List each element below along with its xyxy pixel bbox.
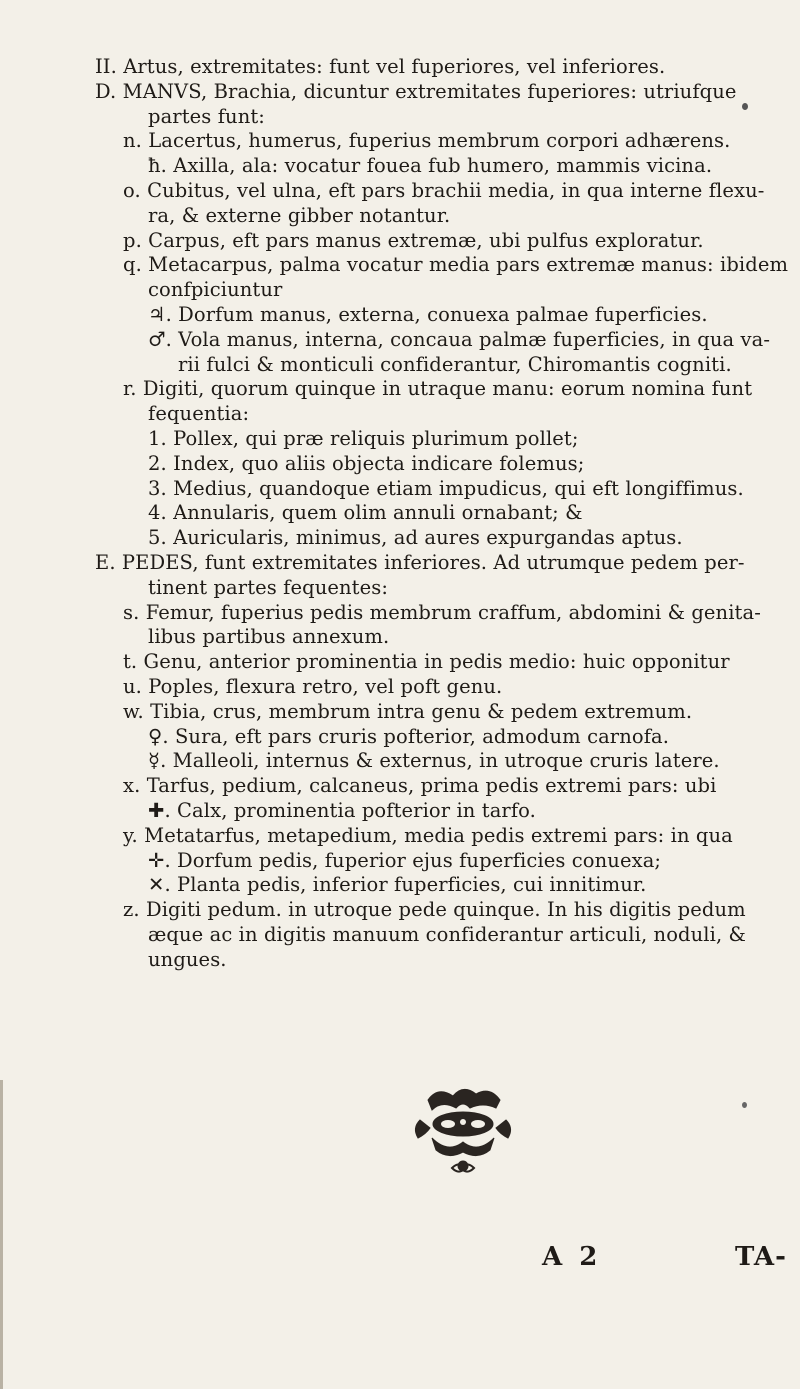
ink-speck xyxy=(742,1102,747,1108)
text-line: ✚. Calx, prominentia pofterior in tarfo. xyxy=(148,798,536,822)
text-line: ungues. xyxy=(148,947,227,971)
text-line: n. Lacertus, humerus, fuperius membrum corpori adhærens. xyxy=(123,129,731,153)
text-line: p. Carpus, eft pars manus extremæ, ubi pulfus exploratur. xyxy=(123,228,704,252)
text-line: ra, & externe gibber notantur. xyxy=(148,203,451,227)
text-line: fequentia: xyxy=(148,402,250,426)
text-line: 5. Auricularis, minimus, ad aures expurgandas aptus. xyxy=(148,526,683,550)
text-line: partes funt: xyxy=(148,104,265,128)
text-line: t. Genu, anterior prominentia in pedis medio: huic opponitur xyxy=(123,650,730,674)
text-line: 4. Annularis, quem olim annuli ornabant; & xyxy=(148,501,583,525)
text-line: tinent partes fequentes: xyxy=(148,575,389,599)
text-line: rii fulci & monticuli confiderantur, Chiromantis cogniti. xyxy=(178,352,732,376)
page-edge xyxy=(0,1080,3,1389)
text-line: 2. Index, quo aliis objecta indicare folemus; xyxy=(148,451,585,475)
text-line: 3. Medius, quandoque etiam impudicus, qui eft longiffimus. xyxy=(148,476,744,500)
signature-mark: A 2 xyxy=(542,1242,602,1272)
text-line: 1. Pollex, qui præ reliquis plurimum pollet; xyxy=(148,426,579,450)
text-line: ✛. Dorfum pedis, fuperior ejus fuperficies conuexa; xyxy=(148,848,662,872)
text-line: II. Artus, extremitates: funt vel fuperiores, vel inferiores. xyxy=(95,55,666,78)
text-line: D. MANVS, Brachia, dicuntur extremitates fuperiores: utriufque xyxy=(95,79,737,103)
text-line: ♃. Dorfum manus, externa, conuexa palmae fuperficies. xyxy=(148,302,708,326)
catchword: TA- xyxy=(735,1242,787,1272)
text-line: ☿. Malleoli, internus & externus, in utroque cruris latere. xyxy=(148,749,720,773)
text-line: u. Poples, flexura retro, vel poft genu. xyxy=(123,674,503,698)
text-line: ♂. Vola manus, interna, concaua palmæ fuperficies, in qua va- xyxy=(148,327,771,351)
text-line: confpiciuntur xyxy=(148,278,283,302)
text-line: æque ac in digitis manuum confiderantur articuli, noduli, & xyxy=(148,922,747,946)
text-line: z. Digiti pedum. in utroque pede quinque. In his digitis pedum xyxy=(123,898,746,922)
text-line: ✕. Planta pedis, inferior fuperficies, cui innitimur. xyxy=(148,873,647,897)
text-line: w. Tibia, crus, membrum intra genu & pedem extremum. xyxy=(123,699,693,723)
text-line: s. Femur, fuperius pedis membrum craffum, abdomini & genita- xyxy=(123,600,761,624)
text-line: ħ. Axilla, ala: vocatur fouea fub humero, mammis vicina. xyxy=(148,154,713,178)
text-line: q. Metacarpus, palma vocatur media pars extremæ manus: ibidem xyxy=(123,253,789,277)
text-line: y. Metatarfus, metapedium, media pedis extremi pars: in qua xyxy=(123,823,733,847)
text-line: o. Cubitus, vel ulna, eft pars brachii media, in qua interne flexu- xyxy=(123,178,765,202)
text-line: E. PEDES, funt extremitates inferiores. Ad utrumque pedem per- xyxy=(95,550,745,574)
text-line: libus partibus annexum. xyxy=(148,625,390,649)
text-line: ♀. Sura, eft pars cruris pofterior, admodum carnofa. xyxy=(148,724,670,748)
text-line: x. Tarfus, pedium, calcaneus, prima pedis extremi pars: ubi xyxy=(123,774,717,798)
anatomy-text xyxy=(95,55,789,972)
text-line: r. Digiti, quorum quinque in utraque manu: eorum nomina funt xyxy=(123,377,753,401)
printers-ornament xyxy=(408,1082,518,1178)
